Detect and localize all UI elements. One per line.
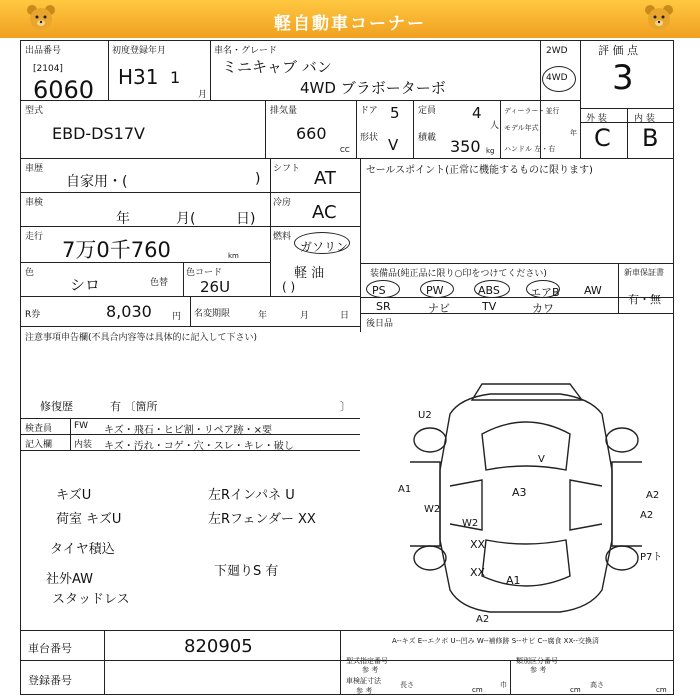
handwritten-note: スタッドレス bbox=[52, 592, 130, 607]
history-close: ) bbox=[255, 171, 261, 187]
repair-history-value: 有 〔箇所 bbox=[110, 400, 158, 413]
displacement-unit: CC bbox=[340, 146, 350, 154]
equipment-tv: TV bbox=[482, 300, 497, 313]
displacement-value: 660 bbox=[296, 124, 327, 143]
shape-value: V bbox=[388, 136, 399, 154]
chassis-number: 820905 bbox=[184, 636, 253, 657]
dimension-width: 巾 bbox=[500, 681, 507, 689]
equipment-abs: ABS bbox=[478, 284, 500, 297]
damage-mark: A1 bbox=[398, 484, 412, 495]
equipment-sr: SR bbox=[376, 300, 391, 313]
registration-era-year: H31 bbox=[118, 65, 159, 89]
inspection-label: 車検 bbox=[25, 198, 44, 208]
handwritten-note: 下廻りS 有 bbox=[214, 564, 279, 579]
fuel-diesel: 軽 油 bbox=[294, 266, 325, 281]
handwritten-note: 社外AW bbox=[46, 572, 94, 587]
handwritten-note: 左Rフェンダー XX bbox=[208, 512, 316, 527]
color-value: シロ bbox=[70, 276, 101, 294]
inspector-label: 検査員 bbox=[25, 424, 53, 434]
fw-label: FW bbox=[74, 421, 89, 431]
damage-mark: A2 bbox=[640, 510, 654, 521]
interior-codes: キズ・汚れ・コゲ・穴・スレ・キレ・破し bbox=[104, 441, 294, 452]
shift-value: AT bbox=[314, 168, 336, 189]
color-code-value: 26U bbox=[200, 278, 231, 296]
handwritten-note: キズU bbox=[56, 488, 92, 503]
dimension-width-unit: cm bbox=[570, 686, 581, 694]
lot-sub-number: [2104] bbox=[33, 64, 63, 74]
damage-mark: W2 bbox=[462, 518, 479, 529]
sales-point-label: セールスポイント(正常に機能するものに限ります) bbox=[366, 165, 593, 176]
entry-label: 記入欄 bbox=[25, 440, 53, 450]
type-spec-ref: 参 考 bbox=[362, 666, 379, 674]
month-suffix: 月 bbox=[198, 90, 208, 100]
exterior-grade: C bbox=[594, 124, 611, 152]
interior-grade: B bbox=[642, 124, 659, 152]
equipment-ps: PS bbox=[372, 284, 386, 297]
car-damage-diagram bbox=[390, 370, 680, 630]
damage-mark: A3 bbox=[512, 486, 527, 499]
registration-number-label: 登録番号 bbox=[28, 674, 72, 687]
mileage-unit: km bbox=[228, 252, 239, 260]
equipment-abs-circle bbox=[474, 280, 510, 298]
load-label: 積載 bbox=[418, 133, 437, 143]
handle-label: ハンドル 左・右 bbox=[504, 145, 556, 153]
repair-history-label: 修復歴 bbox=[40, 400, 73, 413]
car-name: ミニキャブ バン bbox=[222, 58, 332, 76]
registration-month: 1 bbox=[170, 68, 181, 87]
dimensions-label: 車検証寸法 bbox=[346, 677, 381, 685]
shift-label: シフト bbox=[273, 164, 301, 174]
inspection-month: 月( bbox=[176, 211, 196, 227]
color-change-label: 色替 bbox=[150, 278, 169, 288]
newcar-warranty-label: 新車保証書 bbox=[624, 268, 664, 277]
damage-mark: A2 bbox=[476, 614, 490, 625]
aircon-value: AC bbox=[312, 202, 337, 223]
repair-history-close: 〕 bbox=[340, 400, 351, 413]
model-year-suffix: 年 bbox=[570, 129, 577, 137]
damage-legend: A--キズ E--エクボ U--凹み W--補修跡 S--サビ C--腐食 XX--交換済 bbox=[392, 637, 599, 645]
name-change-month: 月 bbox=[300, 311, 310, 321]
dealer-label: ディーラー・並行 bbox=[504, 107, 560, 115]
model-year-label: モデル年式 bbox=[504, 124, 539, 132]
equipment-airbag-circle bbox=[526, 280, 560, 298]
name-change-year: 年 bbox=[258, 311, 268, 321]
lot-number-label: 出品番号 bbox=[25, 46, 62, 56]
history-label: 車歴 bbox=[25, 164, 44, 174]
interior-row-label: 内装 bbox=[74, 440, 93, 450]
rating-label: 評 価 点 bbox=[598, 44, 638, 57]
damage-mark: W2 bbox=[424, 504, 441, 515]
capacity-unit: 人 bbox=[490, 121, 500, 131]
dimensions-ref: 参 考 bbox=[356, 687, 373, 695]
lot-number: 6060 bbox=[33, 76, 95, 104]
class-number-label: 類別区分番号 bbox=[516, 657, 558, 665]
handwritten-note: 荷室 キズU bbox=[56, 512, 122, 527]
dimension-length: 長さ bbox=[400, 681, 414, 689]
doors-label: ドア bbox=[360, 106, 378, 116]
handwritten-note: タイヤ積込 bbox=[50, 542, 115, 557]
type-spec-label: 型式指定番号 bbox=[346, 657, 388, 665]
equipment-pw: PW bbox=[426, 284, 444, 297]
equipment-leather: カワ bbox=[532, 302, 554, 315]
newcar-warranty-value: 有・無 bbox=[628, 293, 661, 306]
mileage-label: 走行 bbox=[25, 232, 44, 242]
fuel-gasoline: ガソリン bbox=[300, 240, 349, 254]
rear-items-label: 後日品 bbox=[366, 319, 394, 329]
name-change-label: 名変期限 bbox=[194, 309, 231, 319]
equipment-navi: ナビ bbox=[428, 302, 450, 315]
notes-label: 注意事項申告欄(不具合内容等は具体的に記入して下さい) bbox=[25, 333, 258, 343]
aircon-label: 冷房 bbox=[273, 198, 292, 208]
inspection-day: 日) bbox=[236, 211, 256, 227]
fuel-other: ( ) bbox=[282, 280, 296, 294]
model-code: EBD-DS17V bbox=[52, 124, 145, 143]
inspection-year: 年 bbox=[116, 211, 130, 227]
drive-4wd: 4WD bbox=[546, 73, 568, 83]
class-number-ref: 参 考 bbox=[530, 666, 547, 674]
recycle-fee-unit: 円 bbox=[172, 312, 182, 322]
damage-mark: V bbox=[538, 454, 545, 465]
recycle-fee-label: R券 bbox=[25, 310, 41, 320]
load-unit: kg bbox=[486, 147, 495, 155]
history-value: 自家用・( bbox=[66, 174, 128, 190]
damage-mark: A1 bbox=[506, 574, 521, 587]
dimension-height-unit: cm bbox=[656, 686, 667, 694]
damage-mark: P7ト bbox=[640, 552, 663, 563]
drive-2wd: 2WD bbox=[546, 46, 568, 56]
damage-mark: U2 bbox=[418, 410, 432, 421]
car-name-label: 車名・グレード bbox=[214, 46, 278, 56]
capacity-value: 4 bbox=[472, 104, 482, 122]
first-registration-label: 初度登録年月 bbox=[112, 46, 167, 56]
exterior-label: 外 装 bbox=[586, 114, 607, 124]
dimension-height: 高さ bbox=[590, 681, 604, 689]
damage-mark: A2 bbox=[646, 490, 660, 501]
damage-mark: XX bbox=[470, 538, 486, 551]
mileage-value: 7万0千760 bbox=[62, 238, 171, 262]
chassis-number-label: 車台番号 bbox=[28, 642, 72, 655]
model-label: 型式 bbox=[25, 106, 44, 116]
damage-mark: XX bbox=[470, 566, 486, 579]
dimension-length-unit: cm bbox=[472, 686, 483, 694]
capacity-label: 定員 bbox=[418, 106, 437, 116]
equipment-label: 装備品(純正品に限り○印をつけてください) bbox=[370, 269, 547, 279]
equipment-airbag: エアB bbox=[530, 286, 560, 299]
color-label: 色 bbox=[25, 268, 35, 278]
fw-codes: キズ・飛石・ヒビ割・リペア跡・×要 bbox=[104, 425, 272, 436]
equipment-ps-circle bbox=[366, 280, 400, 298]
name-change-day: 日 bbox=[340, 311, 350, 321]
color-code-label: 色コード bbox=[186, 268, 223, 278]
load-value: 350 bbox=[450, 137, 481, 156]
fuel-label: 燃料 bbox=[273, 232, 292, 242]
shape-label: 形状 bbox=[360, 133, 379, 143]
equipment-aw: AW bbox=[584, 284, 602, 297]
recycle-fee-value: 8,030 bbox=[106, 302, 152, 321]
fuel-gasoline-circle bbox=[294, 232, 350, 254]
interior-label: 内 装 bbox=[634, 114, 655, 124]
equipment-pw-circle bbox=[420, 280, 454, 298]
page-title: 軽自動車コーナー bbox=[274, 14, 426, 34]
rating-value: 3 bbox=[612, 58, 634, 98]
doors-value: 5 bbox=[390, 104, 400, 122]
car-grade: 4WD ブラボーターボ bbox=[300, 79, 446, 97]
handwritten-note: 左Rインパネ U bbox=[208, 488, 295, 503]
displacement-label: 排気量 bbox=[270, 106, 298, 116]
